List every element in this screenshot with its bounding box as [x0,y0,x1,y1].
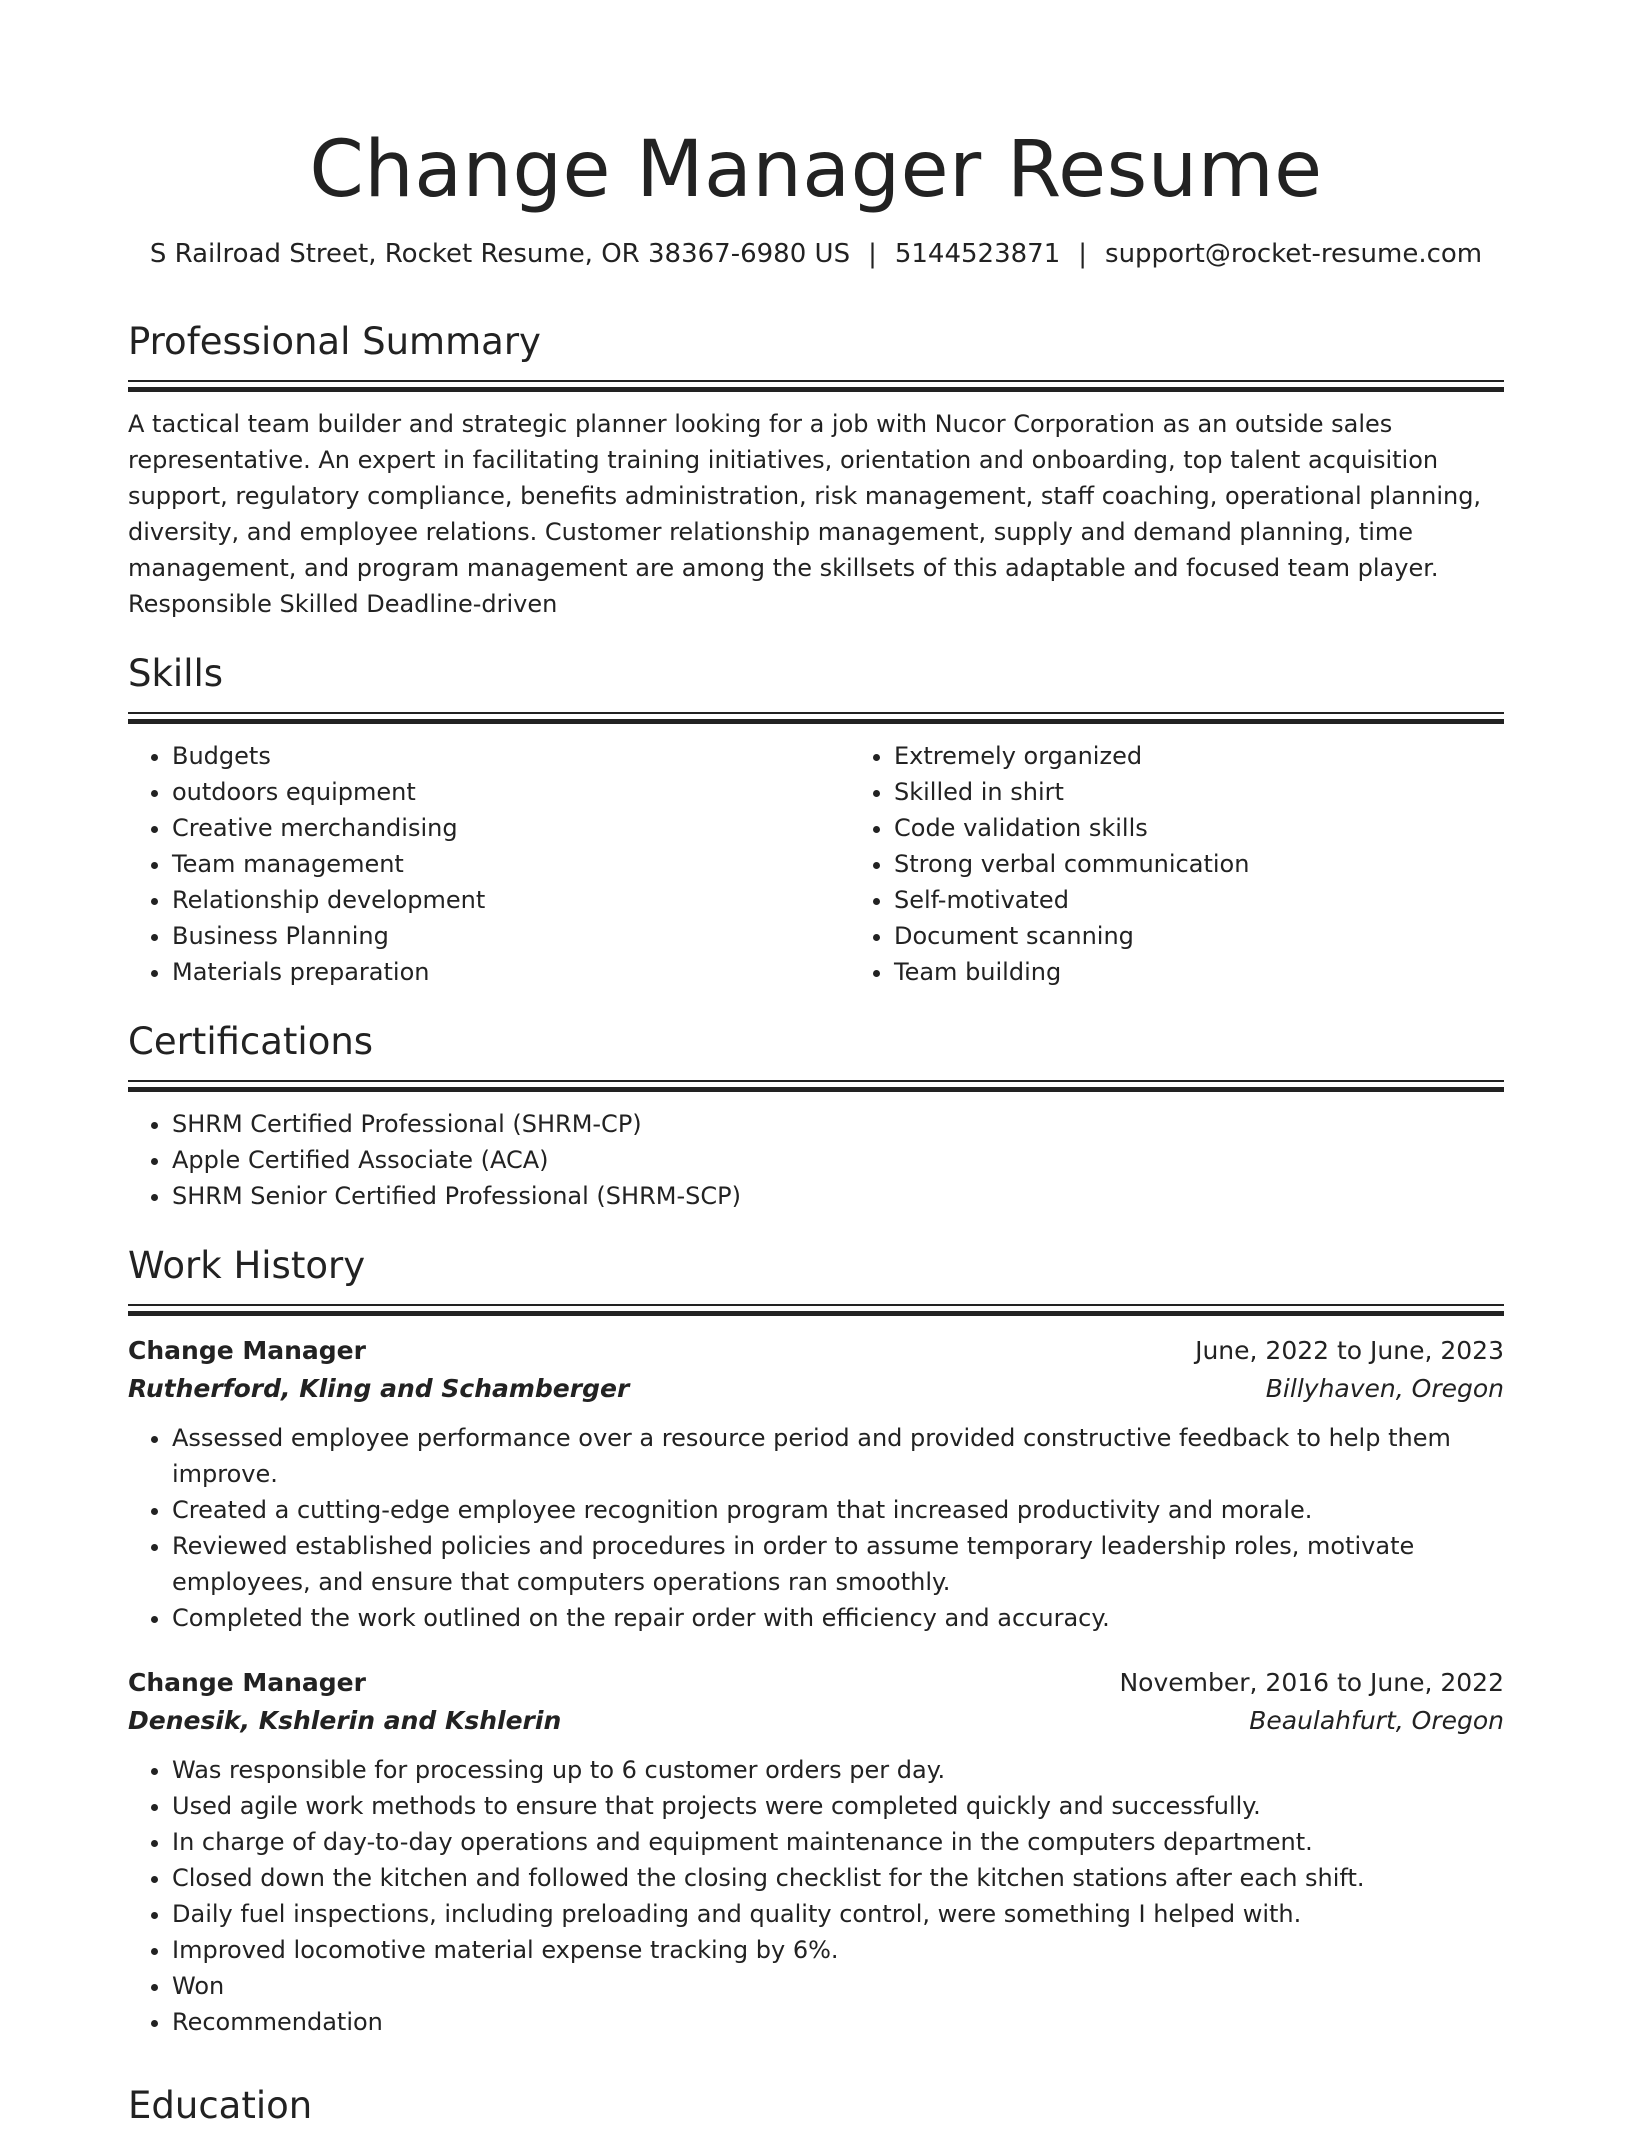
skill-item: • Relationship development [172,882,850,918]
section-heading: Professional Summary [128,320,541,363]
skill-item: • outdoors equipment [172,774,850,810]
job-duty: • Closed down the kitchen and followed the closing checklist for the kitchen stations after each shift. [172,1860,1504,1896]
work-history-section [128,1242,1504,2040]
skill-item: • Self-motivated [894,882,1504,918]
certification-item: • Apple Certified Associate (ACA) [172,1142,1504,1178]
skill-item: • Team building [894,954,1504,990]
contact-separator: | [1078,239,1088,269]
skills-list-left [128,738,850,990]
section-heading: Education [128,2084,313,2127]
job-duty: • Was responsible for processing up to 6 customer orders per day. [172,1752,1504,1788]
job-dates: November, 2016 to June, 2022 [1119,1668,1504,1697]
resume-title: Change Manager Resume [309,125,1323,215]
job-header [128,1664,1504,1702]
contact-line [128,236,1504,272]
certification-item: • SHRM Senior Certified Professional (SHRM-SCP) [172,1178,1504,1214]
section-divider [128,712,1504,714]
job-subheader [128,1370,1504,1408]
job-entry [128,1332,1504,1636]
certifications-section [128,1018,1504,1214]
contact-address: S Railroad Street, Rocket Resume, OR 38367-6980 US [149,239,851,269]
certification-item: • SHRM Certified Professional (SHRM-CP) [172,1106,1504,1142]
job-duties [128,1420,1504,1636]
resume-content [128,0,1504,2127]
skills-list-right [850,738,1504,990]
section-heading: Work History [128,1244,366,1287]
section-divider-thick [128,719,1504,724]
job-duties [128,1752,1504,2040]
job-company: Rutherford, Kling and Schamberger [128,1374,630,1403]
skills-columns [128,738,1504,990]
contact-email: support@rocket-resume.com [1105,239,1483,269]
job-dates: June, 2022 to June, 2023 [1195,1336,1504,1365]
contact-separator: | [868,239,877,269]
skill-item: • Team management [172,846,850,882]
job-duty: • Recommendation [172,2004,1504,2040]
job-duty: • Assessed employee performance over a resource period and provided constructive feedback to help them improve. [172,1420,1504,1492]
skill-item: • Document scanning [894,918,1504,954]
job-title: Change Manager [128,1336,366,1365]
section-divider-thick [128,387,1504,392]
section-divider [128,1304,1504,1306]
section-divider [128,380,1504,382]
skill-item: • Business Planning [172,918,850,954]
job-entry [128,1664,1504,2040]
skills-section [128,650,1504,990]
job-duty: • Improved locomotive material expense tracking by 6%. [172,1932,1504,1968]
certifications-list [128,1106,1504,1214]
job-header [128,1332,1504,1370]
skill-item: • Code validation skills [894,810,1504,846]
job-duty: • Completed the work outlined on the repair order with efficiency and accuracy. [172,1600,1504,1636]
job-duty: • Created a cutting-edge employee recognition program that increased productivity and morale. [172,1492,1504,1528]
section-divider-thick [128,1311,1504,1316]
summary-text: A tactical team builder and strategic planner looking for a job with Nucor Corporation as an outside sales representative. An expert in facilitating training initiatives, orientation and onboarding, top talent acquisition support, regulatory compliance, benefits administration, risk management, staff coaching, operational planning, diversity, and employee relations. Customer relationship management, supply and demand planning, time management, and program management are among the skillsets of this adaptable and focused team player. Responsible Skilled Deadline-driven [128,410,1482,618]
skill-item: • Creative merchandising [172,810,850,846]
job-duty: • Used agile work methods to ensure that projects were completed quickly and successfully. [172,1788,1504,1824]
job-subheader [128,1702,1504,1740]
job-duty: • In charge of day-to-day operations and equipment maintenance in the computers department. [172,1824,1504,1860]
job-company: Denesik, Kshlerin and Kshlerin [128,1706,562,1735]
skill-item: • Materials preparation [172,954,850,990]
job-location: Billyhaven, Oregon [1265,1374,1504,1403]
skill-item: • Strong verbal communication [894,846,1504,882]
section-divider [128,1080,1504,1082]
skill-item: • Budgets [172,738,850,774]
job-title: Change Manager [128,1668,366,1697]
job-duty: • Reviewed established policies and procedures in order to assume temporary leadership roles, motivate employees, and ensure that computers operations ran smoothly. [172,1528,1504,1600]
summary-section [128,318,1504,622]
education-section [128,2082,1504,2130]
section-heading: Certifications [128,1020,374,1063]
section-heading: Skills [128,652,224,695]
contact-phone: 5144523871 [894,239,1061,269]
section-divider-thick [128,1087,1504,1092]
job-duty: • Daily fuel inspections, including preloading and quality control, were something I helped with. [172,1896,1504,1932]
skill-item: • Skilled in shirt [894,774,1504,810]
job-duty: • Won [172,1968,1504,2004]
job-location: Beaulahfurt, Oregon [1249,1706,1504,1735]
skill-item: • Extremely organized [894,738,1504,774]
